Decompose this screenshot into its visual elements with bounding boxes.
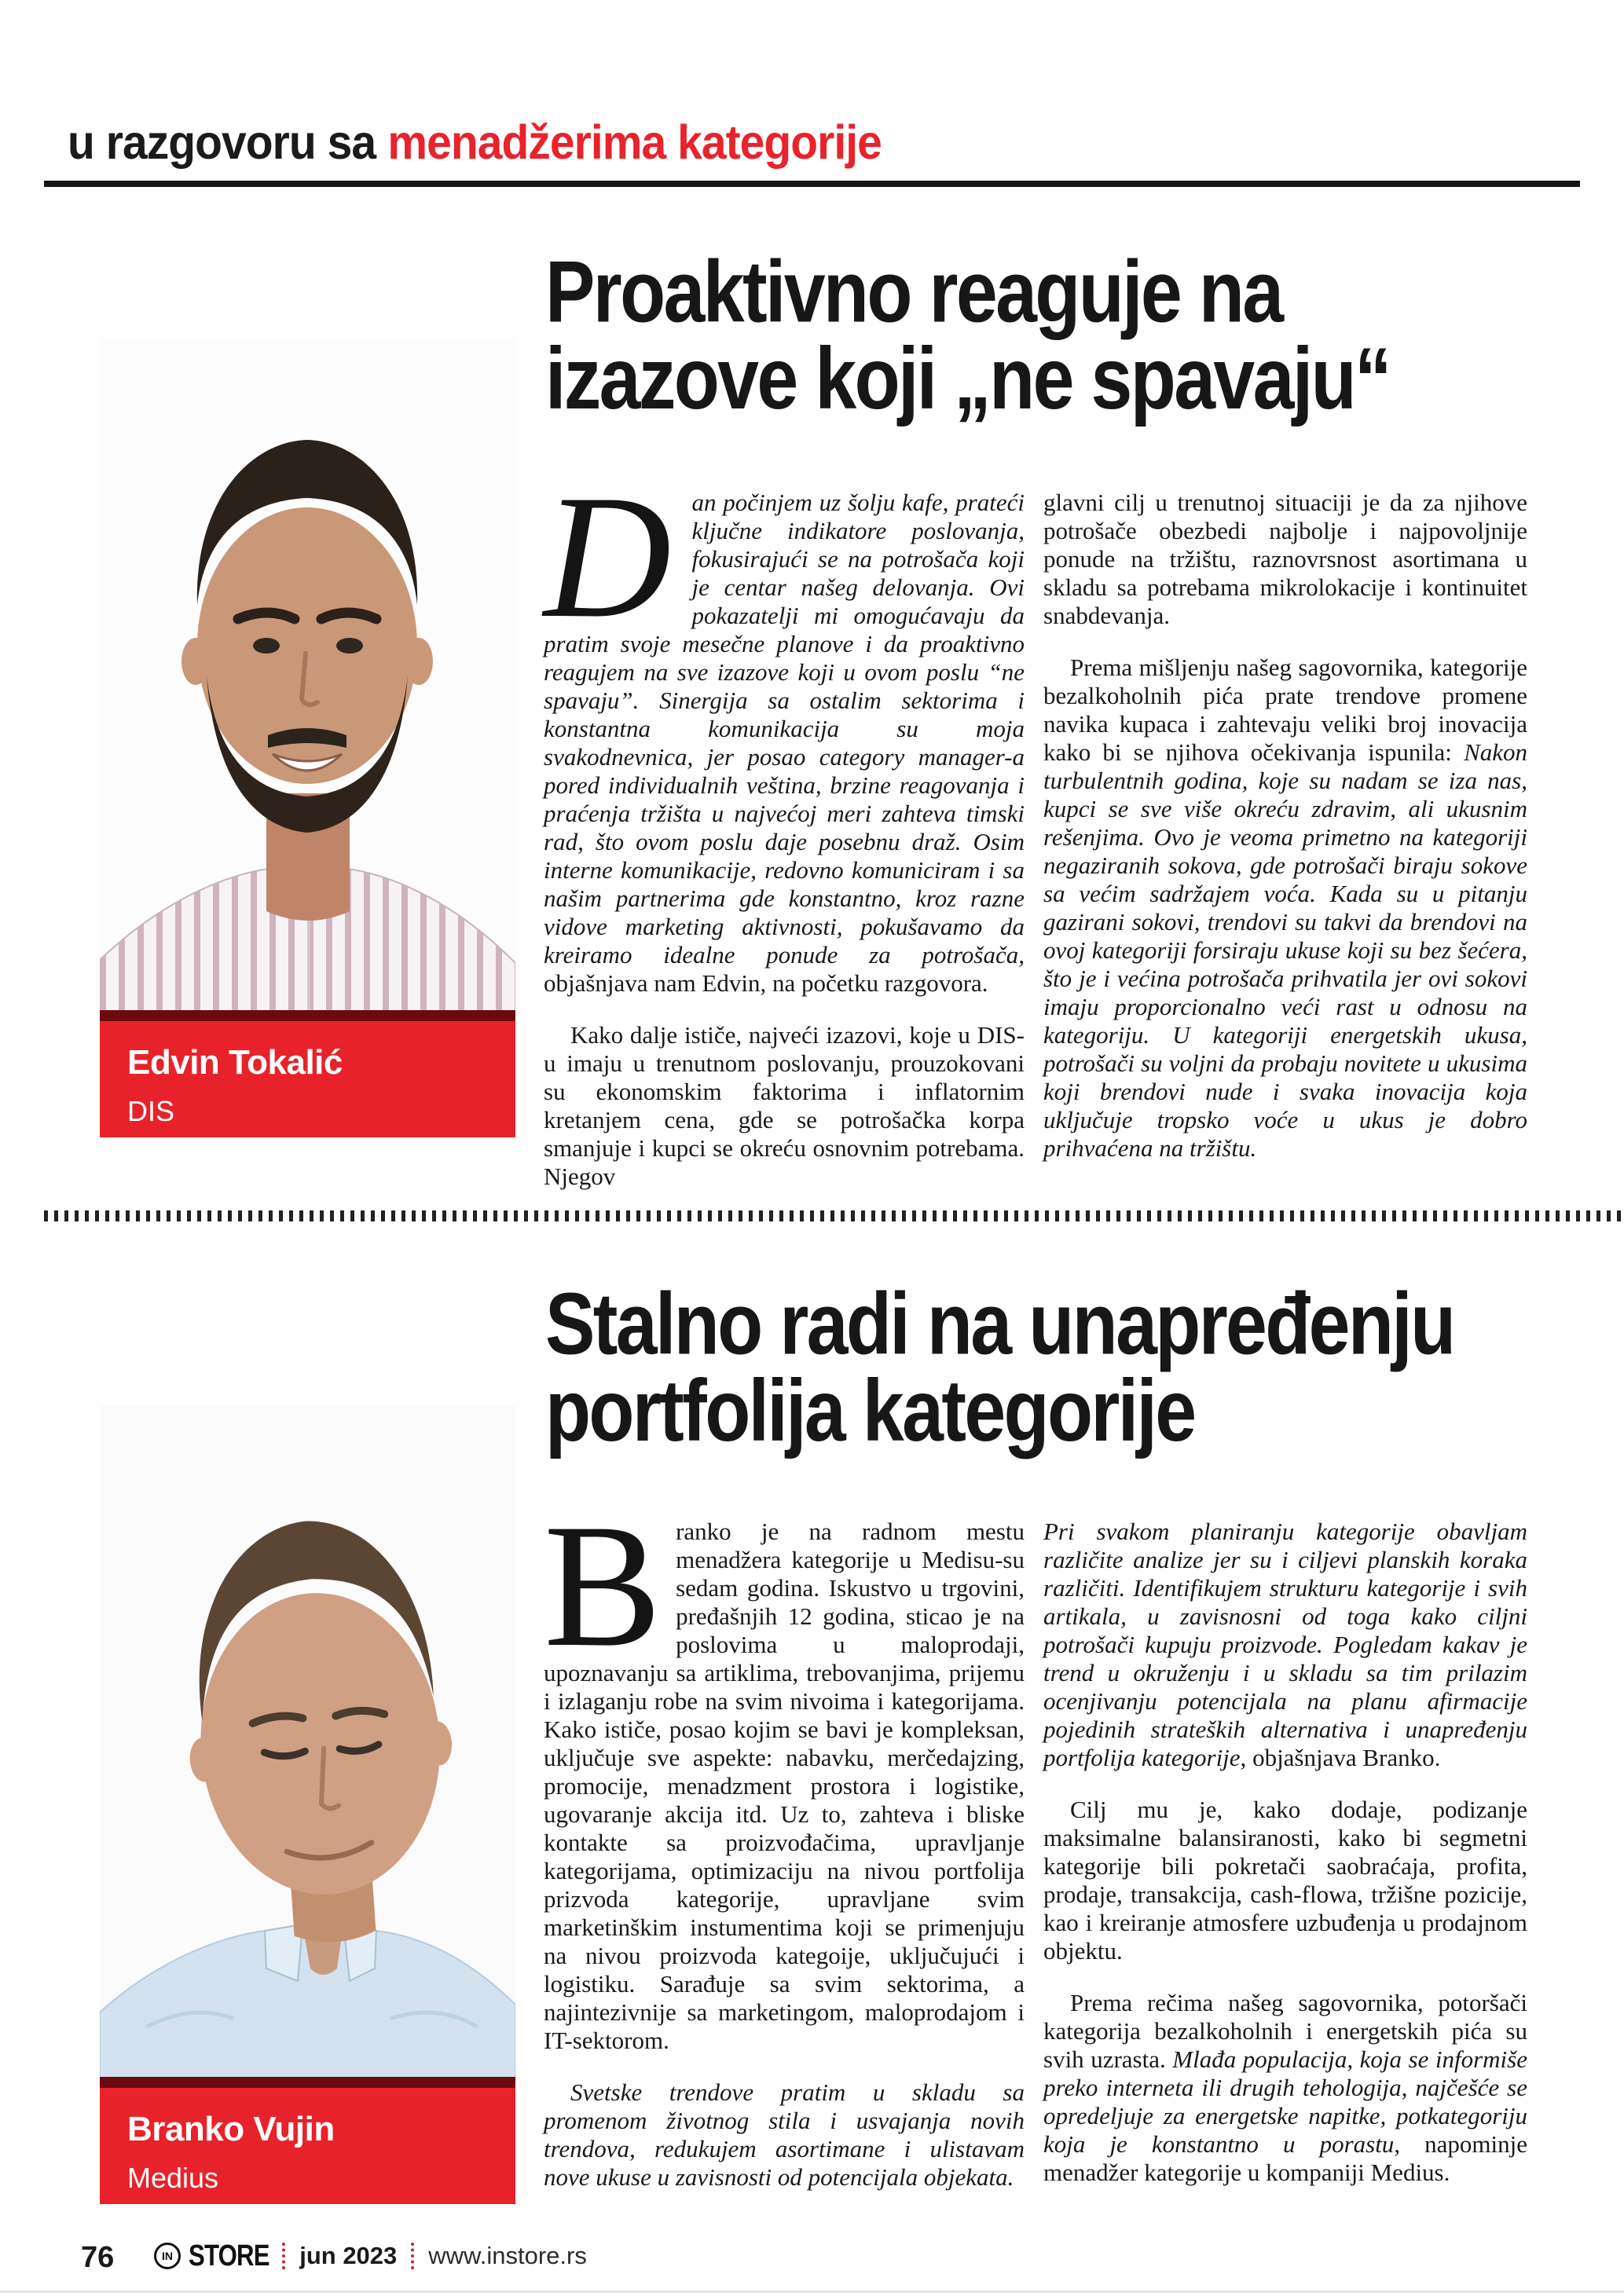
text-segment: Prema rečima našeg sagovornika, potoršači kategorija bezalkoholnih i energetskih pića su svih uzrasta.	[1043, 1989, 1527, 2073]
instore-logo-icon: IN	[154, 2243, 181, 2269]
article-1-column-2	[1043, 489, 1527, 1163]
caption-dark-strip	[100, 1010, 515, 1021]
article-1-title	[545, 242, 1513, 427]
footer-separator	[282, 2243, 285, 2269]
text-segment: objašnjava nam Edvin, na početku razgovora.	[544, 969, 988, 997]
article-2-column-2	[1043, 1518, 1527, 2187]
text-segment: napominje menadžer kategorije u kompaniji Medius.	[1043, 2130, 1527, 2186]
website-url: www.instore.rs	[428, 2242, 587, 2269]
article-2-title-line-2: portfolija kategorije	[545, 1361, 1195, 1459]
portrait-edvin-illustration	[100, 338, 515, 1010]
kicker-black-text: u razgovoru sa	[68, 115, 376, 170]
text-segment: objašnjava Branko.	[1246, 1744, 1441, 1771]
portrait-photo-edvin	[100, 338, 515, 1010]
portrait-branko-illustration	[100, 1406, 515, 2077]
article-2-column-1	[544, 1487, 1025, 2192]
text-segment: Pri svakom planiranju kategorije obavljam različite analize jer su i ciljevi planskih koraka različiti. Identifikujem strukturu kategorije i svih artikala, u zavisnosni od toga kako ciljni potrošači kupuju proizvode. Pogledam kakav je trend u okruženju i u skladu sa tim prilazim ocenjivanju potencijala na planu afirmacije pojedinih strateških alternativa i unapređenju portfolija kategorije,	[1043, 1518, 1527, 1771]
dotted-divider	[44, 1210, 1624, 1221]
text-segment: Prema mišljenju našeg sagovornika, kategorije bezalkoholnih pića prate trendove promene navika kupaca i zahtevaju veliki broj inovacija kako bi se njihova očekivanja ispunila:	[1043, 654, 1527, 766]
section-kicker	[68, 115, 882, 170]
issue-date: jun 2023	[299, 2242, 398, 2269]
caption-branko	[100, 2077, 515, 2204]
article-2-title-line-1: Stalno radi na unapređenju	[545, 1274, 1454, 1373]
footer-brand-row	[154, 2239, 587, 2273]
article-2-title	[545, 1274, 1513, 1459]
text-segment: Nakon turbulentnih godina, koje su nadam se iza nas, kupci se sve više okreću zdravim, ali ukusnim rešenjima. Ovo je veoma primetno na kategoriji negaziranih sokova, gde potrošači biraju sokove sa većim sadržajem voća. Kada su u pitanju gazirani sokovi, trendovi su takvi da brendovi na ovoj kategoriji forsiraju ukuse koji su bez šećera, što je i većina potrošača prihvatila jer ovi sokovi imaju proporcionalno veći rast u odnosu na kategoriju. U kategoriji energetskih ukusa, potrošači su voljni da probaju novitete u ukusima koji brendovi nude i svaka inovacija koja uključuje tropsko voće u ukus je dobro prihvaćena na tržištu.	[1043, 738, 1527, 1162]
paragraph	[1043, 1518, 1527, 1772]
page-number: 76	[81, 2241, 115, 2274]
person-company: DIS	[127, 1095, 175, 1127]
caption-red-band	[100, 2088, 515, 2204]
caption-dark-strip	[100, 2077, 515, 2088]
store-wordmark: STORE	[189, 2239, 269, 2272]
person-company: Medius	[127, 2162, 219, 2194]
article-1-title-line-2: izazove koji „ne spavaju“	[545, 329, 1390, 427]
paragraph	[1043, 654, 1527, 1163]
caption-red-band	[100, 1021, 515, 1137]
paragraph	[1043, 1989, 1527, 2187]
text-segment: glavni cilj u trenutnoj situaciji je da za njihove potrošače obezbedi najbolje i najpovoljnije ponude na tržištu, raznovrsnost asortimana u skladu sa potrebama mikrolokacije i kontinuitet snabdevanja.	[1043, 489, 1527, 629]
portrait-photo-branko	[100, 1406, 515, 2077]
paragraph	[544, 1021, 1025, 1191]
text-segment: Mlađa populacija, koja se informiše preko interneta ili drugih tehologija, najčešće se opredeljuje za energetske napitke, potkategoriju koja je konstantno u porastu,	[1043, 2045, 1527, 2158]
text-segment: Kako dalje ističe, najveći izazovi, koje u DIS-u imaju u trenutnom poslovanju, prouzokovani su ekonomskim faktorima i inflatornim kretanjem cena, gde se potrošačka korpa smanjuje i kupci se okreću osnovnim potrebama. Njegov	[544, 1021, 1025, 1190]
footer-separator	[411, 2243, 414, 2269]
paragraph	[1043, 489, 1527, 630]
header-rule	[44, 181, 1580, 187]
paragraph	[544, 1487, 1025, 2055]
caption-edvin	[100, 1010, 515, 1137]
text-segment: ranko je na radnom mestu menadžera kategorije u Medisu-su sedam godina. Iskustvo u trgovini, pređašnjih 12 godina, sticao je na poslovima u maloprodaji, upoznavanju sa artiklima, trebovanjima, prijemu i izlaganju robe na svim nivoima i kategorijama. Kako ističe, posao kojim se bavi je kompleksan, uključuje sve aspekte: nabavku, merčedajzing, promocije, menadzment prostora i logistike, ugovaranje akcija itd. Uz to, zahteva i bliske kontakte sa proizvođačima, upravljanje kategorijama, optimizaciju na nivou portfolija prizvoda kategorije, upravljane svim marketinškim instumentima koji se primenjuju na nivou proizvoda kategoije, uključujući i logistiku. Sarađuje sa svim sektorima, a najintezivnije sa marketingom, maloprodajom i IT-sektorom.	[544, 1518, 1025, 2054]
text-segment: an počinjem uz šolju kafe, prateći ključne indikatore poslovanja, fokusirajući se na potrošača koji je centar našeg delovanja. Ovi pokazatelji mi omogućavaju da pratim svoje mesečne planove i da proaktivno reagujem na sve izazove koji u ovom poslu “ne spavaju”. Sinergija sa ostalim sektorima i konstantna komunikacija su moja svakodnevnica, jer posao category manager-a pored individualnih veština, brzine reagovanja i praćenja tržišta u najvećoj meri zahteva timski rad, što ovom poslu daje posebnu draž. Osim interne komunikacije, redovno komuniciram i sa našim partnerima gde konstantno, kroz razne vidove marketing aktivnosti, pokušavamo da kreiramo idealne ponude za potrošača,	[544, 489, 1025, 969]
text-segment: Svetske trendove pratim u skladu sa promenom životnog stila i usvajanja novih trendova, redukujem asortimane i ulistavam nove ukuse u zavisnosti od potencijala objekata.	[544, 2078, 1025, 2191]
drop-cap: D	[544, 458, 672, 654]
drop-cap: B	[544, 1487, 662, 1683]
bottom-hairline	[0, 2291, 1624, 2293]
text-segment: Cilj mu je, kako dodaje, podizanje maksimalne balansiranosti, kako bi segmetni kategorije bili pokretači saobraćaja, profita, prodaje, transakcija, cash-flowa, tržišne pozicije, kao i kreiranje atmosfere uzbuđenja u prodajnom objektu.	[1043, 1796, 1527, 1965]
paragraph	[544, 2078, 1025, 2192]
person-name: Branko Vujin	[127, 2110, 335, 2148]
person-name: Edvin Tokalić	[127, 1043, 343, 1082]
paragraph	[1043, 1796, 1527, 1965]
article-1-column-1	[544, 458, 1025, 1191]
paragraph	[544, 458, 1025, 998]
article-1-title-line-1: Proaktivno reaguje na	[545, 242, 1282, 341]
kicker-red-text: menadžerima kategorije	[387, 115, 882, 170]
